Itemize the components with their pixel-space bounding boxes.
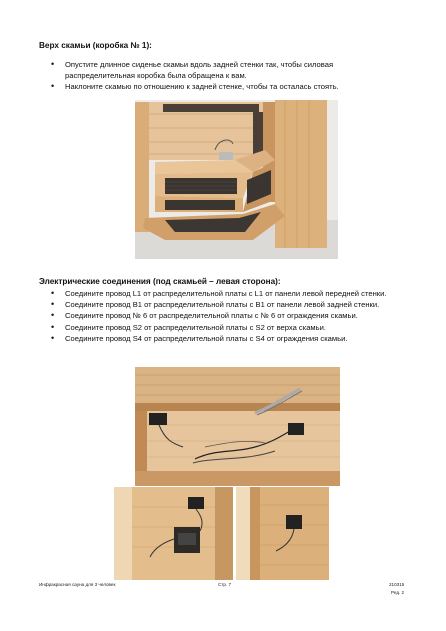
list-item: • Соедините провод № 6 от распределительной платы с № 6 от ограждения скамьи.	[47, 310, 439, 321]
section1-heading: Верх скамьи (коробка № 1):	[39, 41, 152, 50]
wiring-photo-top	[135, 367, 340, 486]
list-item: • Соедините провод L1 от распределительной платы с L1 от панели левой передней стенки.	[47, 288, 439, 299]
section1-bullet-list	[47, 59, 387, 93]
list-item: • Соедините провод B1 от распределительной платы с B1 от панели левой задней стенки.	[47, 299, 439, 310]
bench-photo	[135, 100, 338, 259]
wiring-photo-bottom-right	[236, 487, 329, 580]
list-item: • Соедините провод S4 от распределительной платы с S4 от ограждения скамьи.	[47, 333, 439, 344]
list-item: • Соедините провод S2 от распределительной платы с S2 от верха скамьи.	[47, 322, 439, 333]
footer-page-number: Стр. 7	[218, 582, 232, 587]
footer-date: 210315	[389, 582, 405, 587]
list-item: • Наклоните скамью по отношению к задней стенке, чтобы та осталась стоять.	[47, 81, 387, 92]
wiring-photo-bottom-left	[114, 487, 233, 580]
section2-bullet-list	[47, 288, 439, 344]
list-item: • Опустите длинное сиденье скамьи вдоль задней стенки так, чтобы силовая распределительная коробка была обращена к вам.	[47, 59, 387, 81]
section2-heading: Электрические соединения (под скамьей – левая сторона):	[39, 277, 281, 286]
footer-revision: Ред. 2	[391, 590, 405, 595]
footer-left: Инфракрасная сауна для 3 человек	[39, 582, 116, 587]
